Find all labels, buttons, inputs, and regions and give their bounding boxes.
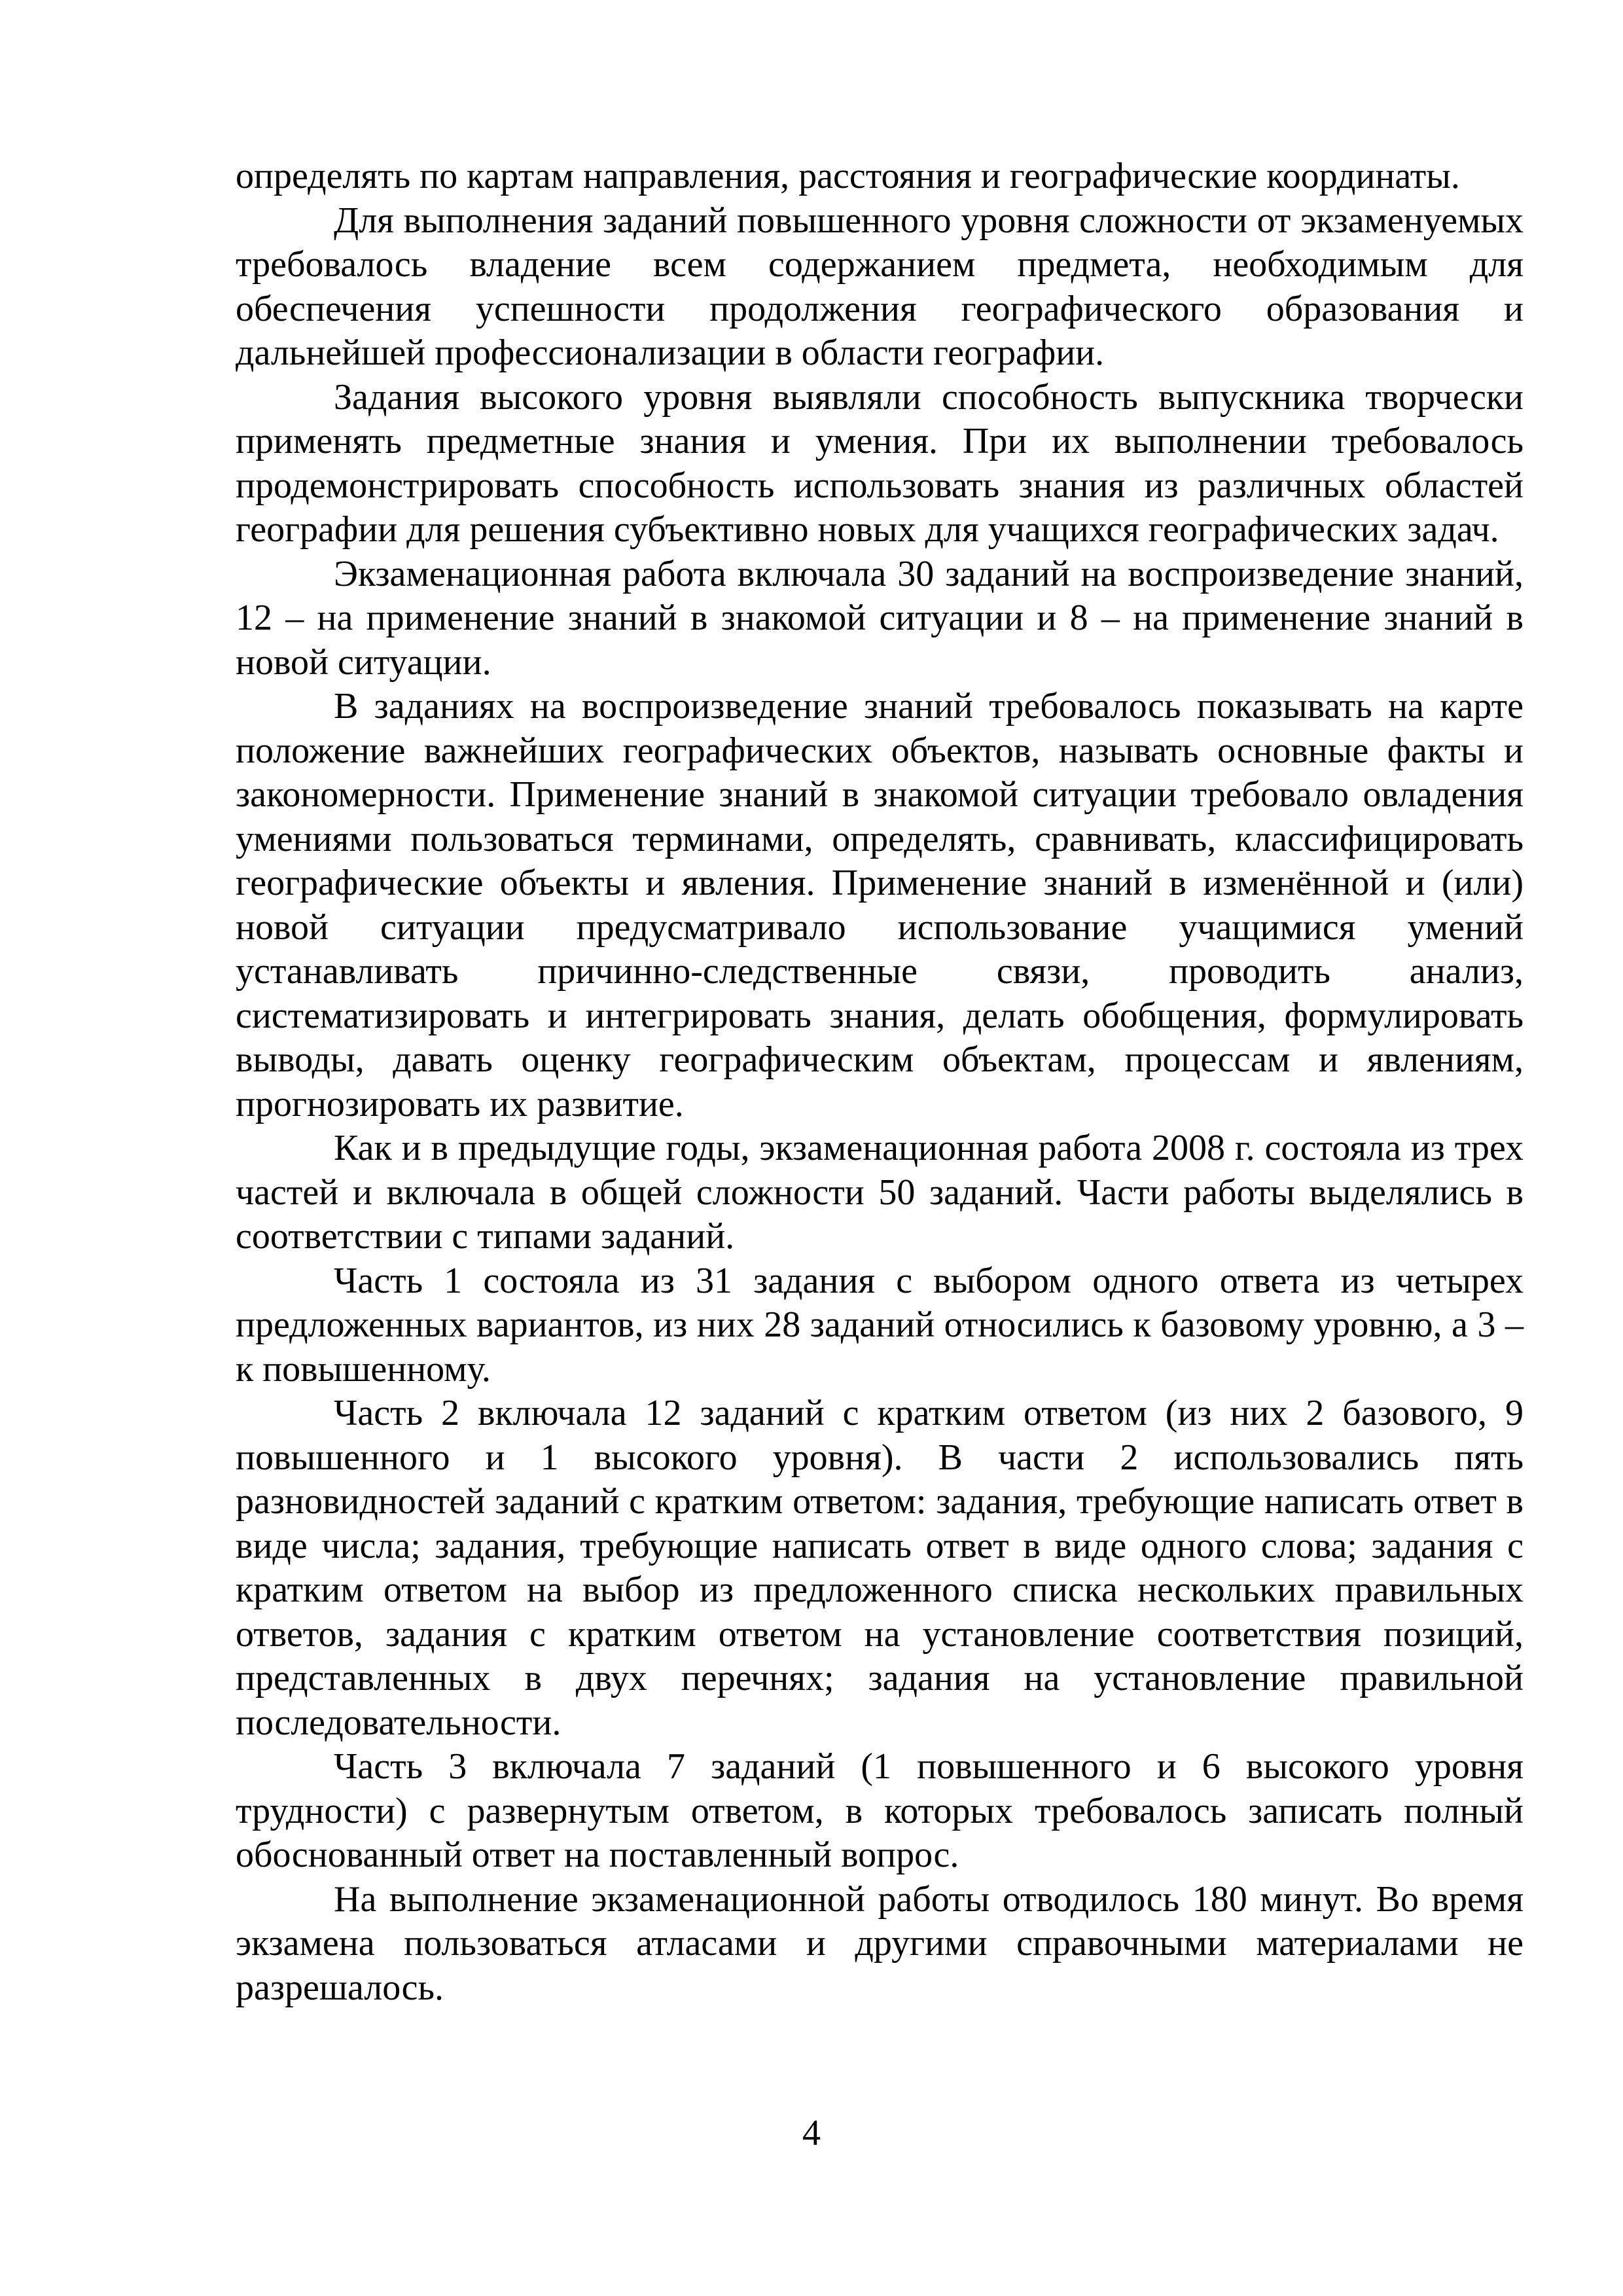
paragraph-continuation: определять по картам направления, расстояния и географические координаты.	[236, 156, 1460, 196]
paragraph-knowledge-application: В заданиях на воспроизведение знаний требовалось показывать на карте положение важнейших географических объектов, называть основные факты и закономерности. Применение знаний в знакомой ситуации требовало овладения умениями пользоваться терминами, определять, сравнивать, классифицировать географические объекты и явления. Применение знаний в изменённой и (или) новой ситуации предусматривало использование учащимися умений устанавливать причинно-следственные связи, проводить анализ, систематизировать и интегрировать знания, делать обобщения, формулировать выводы, давать оценку географическим объектам, процессам и явлениям, прогнозировать их развитие.	[236, 686, 1524, 1124]
paragraph-advanced-level-tasks: Для выполнения заданий повышенного уровня сложности от экзаменуемых требовалось владение всем содержанием предмета, необходимым для обеспечения успешности продолжения географического образования и дальнейшей профессионализации в области географии.	[236, 200, 1524, 373]
paragraph-exam-structure: Как и в предыдущие годы, экзаменационная работа 2008 г. состояла из трех частей и включала в общей сложности 50 заданий. Части работы выделялись в соответствии с типами заданий.	[236, 1128, 1524, 1257]
paragraph-exam-duration: На выполнение экзаменационной работы отводилось 180 минут. Во время экзамена пользоваться атласами и другими справочными материалами не разрешалось.	[236, 1878, 1524, 2008]
paragraph-high-level-tasks: Задания высокого уровня выявляли способность выпускника творчески применять предметные знания и умения. При их выполнении требовалось продемонстрировать способность использовать знания из различных областей географии для решения субъективно новых для учащихся географических задач.	[236, 376, 1524, 550]
page-number: 4	[802, 2113, 821, 2153]
paragraph-exam-composition: Экзаменационная работа включала 30 заданий на воспроизведение знаний, 12 – на применение знаний в знакомой ситуации и 8 – на применение знаний в новой ситуации.	[236, 553, 1524, 683]
paragraph-part-3: Часть 3 включала 7 заданий (1 повышенного и 6 высокого уровня трудности) с развернутым ответом, в которых требовалось записать полный обоснованный ответ на поставленный вопрос.	[236, 1746, 1524, 1875]
paragraph-part-1: Часть 1 состояла из 31 задания с выбором одного ответа из четырех предложенных вариантов, из них 28 заданий относились к базовому уровню, а 3 – к повышенному.	[236, 1260, 1524, 1390]
body-text	[236, 154, 1524, 2010]
paragraph-part-2: Часть 2 включала 12 заданий с кратким ответом (из них 2 базового, 9 повышенного и 1 высокого уровня). В части 2 использовались пять разновидностей заданий с кратким ответом: задания, требующие написать ответ в виде числа; задания, требующие написать ответ в виде одного слова; задания с кратким ответом на выбор из предложенного списка нескольких правильных ответов, задания с кратким ответом на установление соответствия позиций, представленных в двух перечнях; задания на установление правильной последовательности.	[236, 1393, 1524, 1743]
